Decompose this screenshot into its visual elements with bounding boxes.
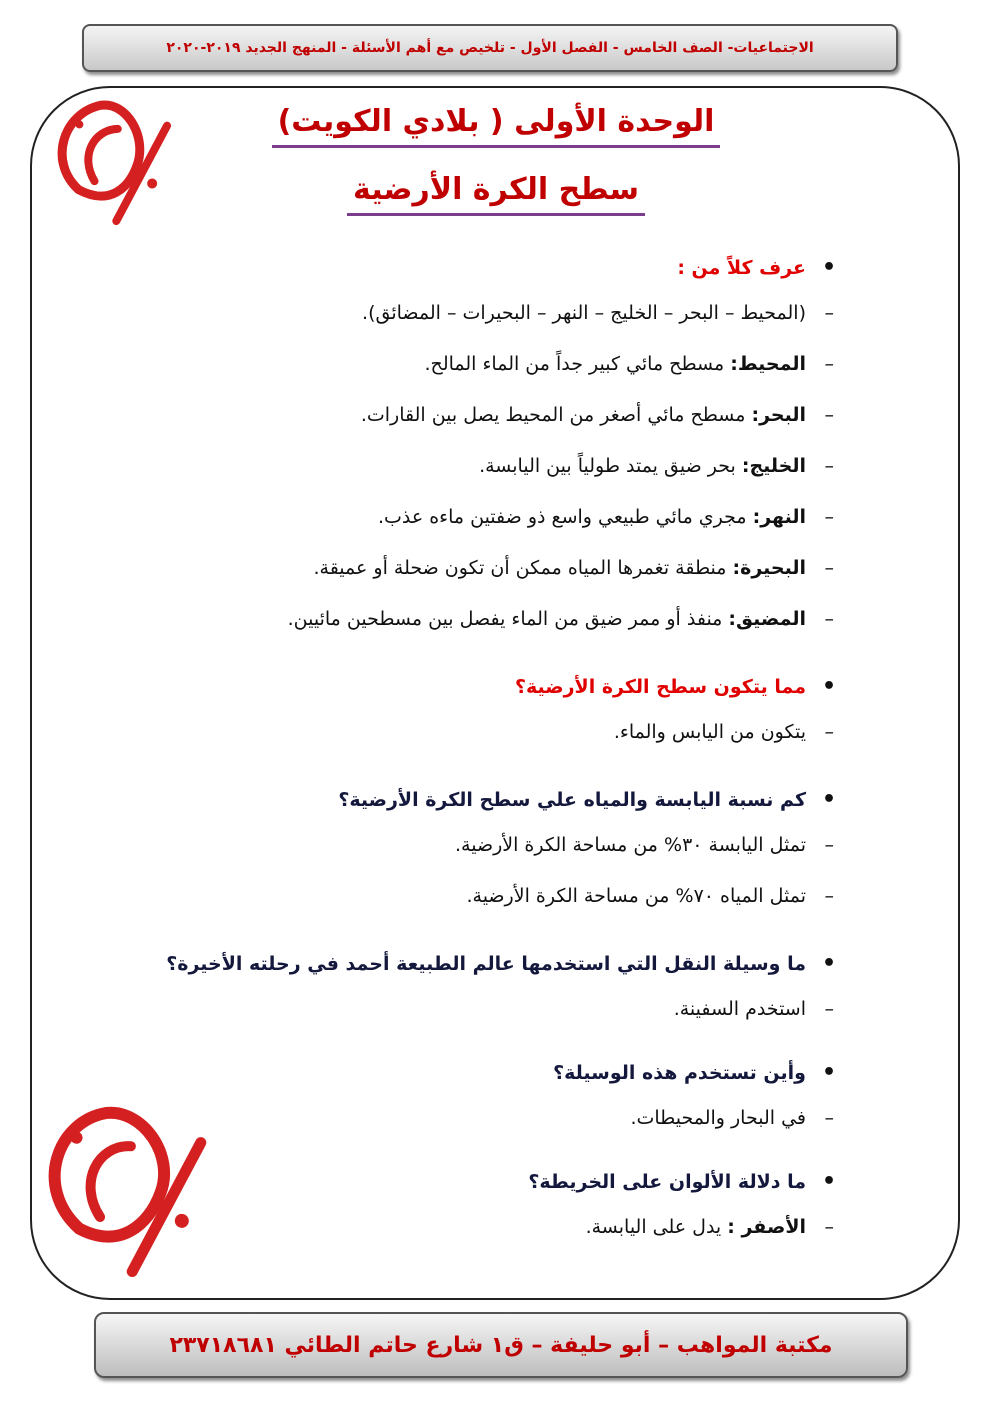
answer-item: – البحر: مسطح مائي أصغر من المحيط يصل بين القارات.	[122, 390, 842, 441]
bullet-icon: •	[821, 787, 836, 812]
answer-item: – النهر: مجري مائي طبيعي واسع ذو ضفتين ماءه عذب.	[122, 492, 842, 543]
answer-item: – الأصفر : يدل على اليابسة.	[122, 1202, 842, 1253]
stamp-logo-top	[48, 82, 178, 232]
answer-item: – المضيق: منفذ أو ممر ضيق من الماء يفصل بين مسطحين مائيين.	[122, 594, 842, 645]
dash-icon: –	[824, 721, 834, 743]
footer-bar	[94, 1312, 908, 1378]
dash-icon: –	[824, 404, 834, 426]
answer-item: – استخدم السفينة.	[122, 984, 842, 1035]
question-where: • وأين تستخدم هذه الوسيلة؟	[122, 1053, 842, 1093]
question-define: • عرف كلاً من :	[122, 248, 842, 288]
dash-icon: –	[824, 834, 834, 856]
header-bar	[82, 24, 898, 72]
answer-item: – البحيرة: منطقة تغمرها المياه ممكن أن تكون ضحلة أو عميقة.	[122, 543, 842, 594]
dash-icon: –	[824, 557, 834, 579]
answer-item: – تمثل اليابسة ٣٠% من مساحة الكرة الأرضية.	[122, 820, 842, 871]
question-colors: • ما دلالة الألوان على الخريطة؟	[122, 1162, 842, 1202]
answer-item: – في البحار والمحيطات.	[122, 1093, 842, 1144]
answer-item: – تمثل المياه ٧٠% من مساحة الكرة الأرضية.	[122, 871, 842, 922]
bullet-icon: •	[821, 1060, 836, 1085]
dash-icon: –	[824, 998, 834, 1020]
bullet-icon: •	[821, 951, 836, 976]
question-transport: • ما وسيلة النقل التي استخدمها عالم الطبيعة أحمد في رحلته الأخيرة؟	[122, 944, 842, 984]
dash-icon: –	[824, 885, 834, 907]
answer-item: – يتكون من اليابس والماء.	[122, 707, 842, 758]
footer-text: مكتبة المواهب – أبو حليفة – ق١ شارع حاتم الطائي ٢٣٧١٨٦٨١	[169, 1332, 833, 1358]
dash-icon: –	[824, 302, 834, 324]
question-surface: • مما يتكون سطح الكرة الأرضية؟	[122, 667, 842, 707]
answer-item: – (المحيط – البحر – الخليج – النهر – البحيرات – المضائق).	[122, 288, 842, 339]
dash-icon: –	[824, 506, 834, 528]
unit-title: الوحدة الأولى ( بلادي الكويت)	[0, 104, 992, 148]
content	[122, 248, 842, 1253]
bullet-icon: •	[821, 255, 836, 280]
answer-item: – المحيط: مسطح مائي كبير جداً من الماء المالح.	[122, 339, 842, 390]
header-text: الاجتماعيات- الصف الخامس - الفصل الأول - تلخيص مع أهم الأسئلة - المنهج الجديد ٢٠١٩-٢٠٢٠	[166, 40, 814, 56]
dash-icon: –	[824, 608, 834, 630]
dash-icon: –	[824, 1107, 834, 1129]
dash-icon: –	[824, 455, 834, 477]
dash-icon: –	[824, 353, 834, 375]
dash-icon: –	[824, 1216, 834, 1238]
answer-item: – الخليج: بحر ضيق يمتد طولياً بين اليابسة.	[122, 441, 842, 492]
lesson-title: سطح الكرة الأرضية	[0, 172, 992, 216]
question-ratio: • كم نسبة اليابسة والمياه علي سطح الكرة الأرضية؟	[122, 780, 842, 820]
bullet-icon: •	[821, 674, 836, 699]
bullet-icon: •	[821, 1169, 836, 1194]
